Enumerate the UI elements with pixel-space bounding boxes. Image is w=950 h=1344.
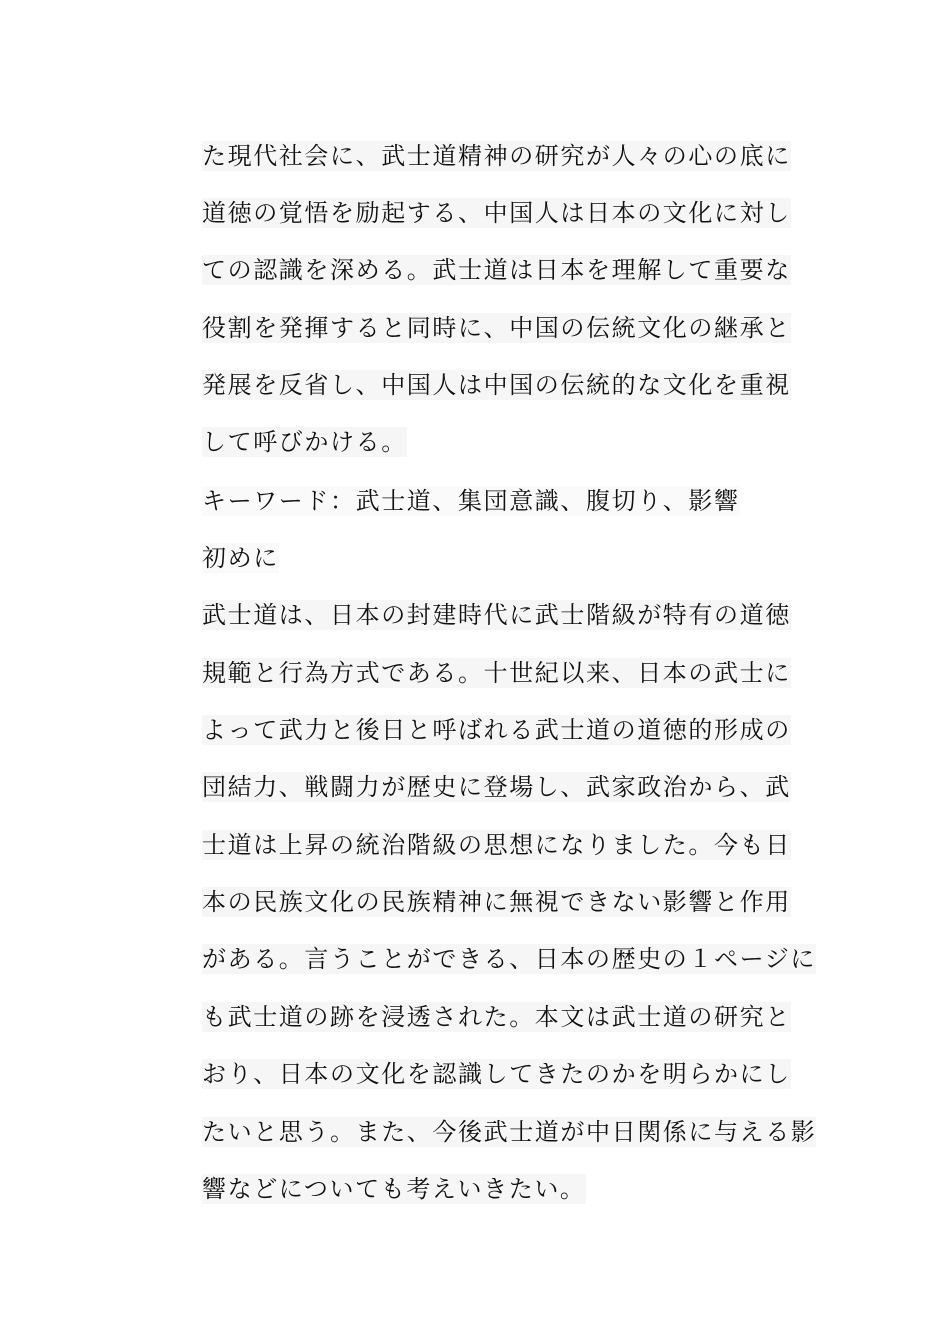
abstract-line: ての認識を深める。武士道は日本を理解して重要な [202, 256, 791, 284]
body-line: 規範と行為方式である。十世紀以来、日本の武士に [202, 659, 791, 687]
body-line: も武士道の跡を浸透された。本文は武士道の研究と [202, 1003, 791, 1031]
section-heading: 初めに [202, 544, 279, 572]
body-line: 士道は上昇の統治階級の思想になりました。今も日 [202, 831, 791, 859]
abstract-line: 発展を反省し、中国人は中国の伝統的な文化を重視 [202, 371, 791, 399]
abstract-line: して呼びかける。 [202, 428, 407, 456]
abstract-line: 役割を発揮すると同時に、中国の伝統文化の継承と [202, 314, 791, 342]
body-line: たいと思う。また、今後武士道が中日関係に与える影 [202, 1118, 817, 1146]
abstract-line: 道徳の覚悟を励起する、中国人は日本の文化に対し [202, 199, 791, 227]
body-line: 本の民族文化の民族精神に無視できない影響と作用 [202, 888, 791, 916]
abstract-line: た現代社会に、武士道精神の研究が人々の心の底に [202, 142, 791, 170]
keywords-line: キーワード：武士道、集団意識、腹切り、影響 [202, 487, 740, 515]
body-line: おり、日本の文化を認識してきたのかを明らかにし [202, 1060, 791, 1088]
body-line: よって武力と後日と呼ばれる武士道の道徳的形成の [202, 716, 791, 744]
body-line: 団結力、戦闘力が歴史に登場し、武家政治から、武 [202, 773, 791, 801]
body-line: 武士道は、日本の封建時代に武士階級が特有の道徳 [202, 601, 791, 629]
body-line: がある。言うことができる、日本の歴史の１ページに [202, 945, 816, 973]
body-line: 響などについても考えいきたい。 [202, 1175, 586, 1203]
